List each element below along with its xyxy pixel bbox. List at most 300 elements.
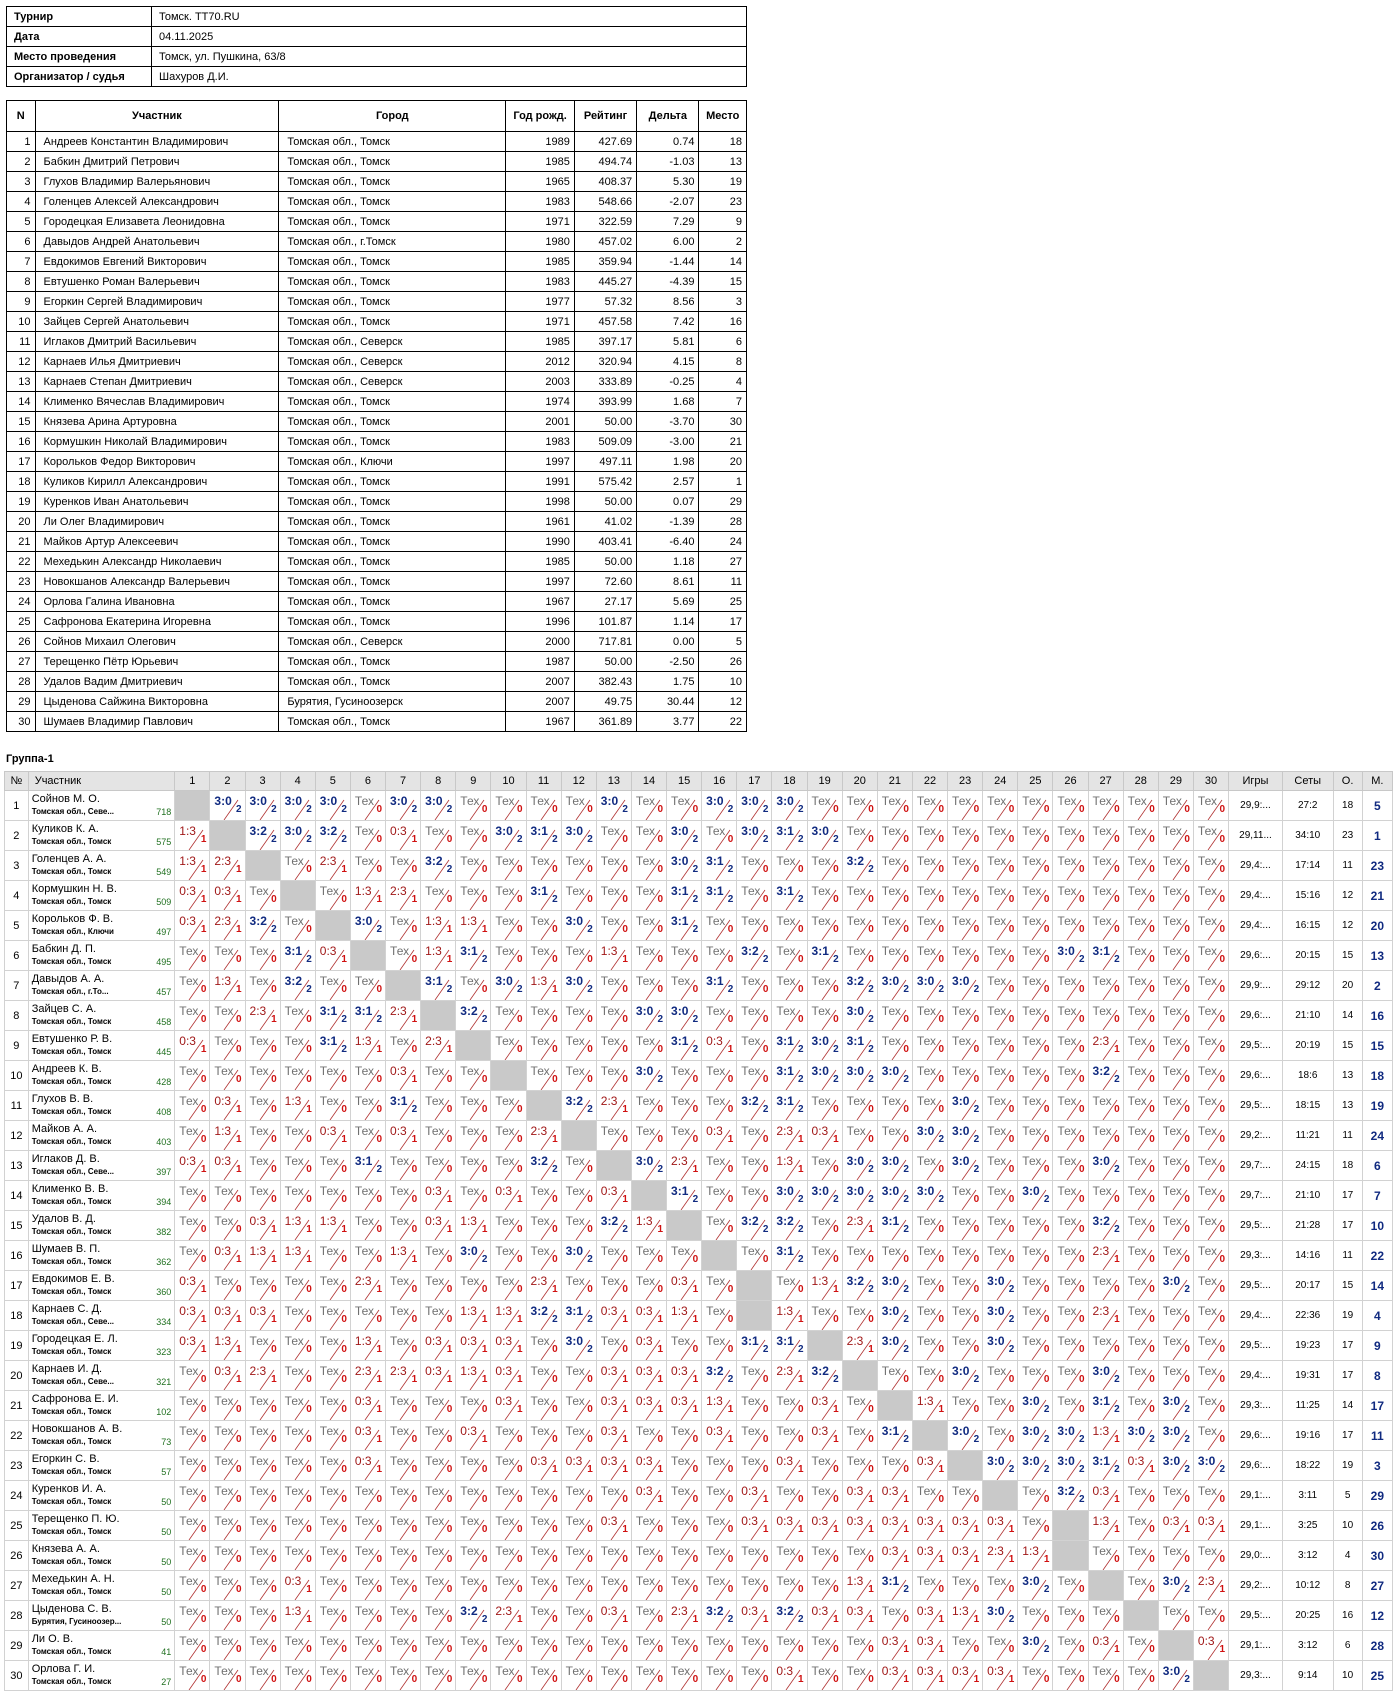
result-points: 0 [1114,894,1120,905]
result-cell [561,971,596,1001]
result-cell [456,1361,491,1391]
result-cell [1053,821,1088,851]
result-score: 0:3 [600,1514,618,1528]
result-points: 2 [1114,1374,1120,1385]
result-points: 0 [552,1194,558,1205]
result-points: 0 [1219,1284,1226,1295]
header-opponent: 25 [1018,772,1053,791]
result-points: 0 [1149,1194,1155,1205]
result-cell [807,1421,842,1451]
result-cell [350,1361,385,1391]
result-score: 1:3 [179,854,196,868]
sets-cell: 10:12 [1282,1571,1333,1601]
result-cell [983,851,1018,881]
participant-rating: 50 [161,1497,172,1507]
result-cell [877,1211,912,1241]
diagonal-cell [1053,1541,1088,1571]
result-points: 0 [200,1494,207,1505]
result-score: 1:3 [460,1304,477,1318]
result-cell [983,1451,1018,1481]
result-cell [386,941,421,971]
result-score: Тех [635,884,655,898]
result-score: 3:2 [811,1364,829,1378]
result-score: Тех [530,1604,550,1618]
result-score: 0:3 [952,1544,969,1558]
place-cell: 24 [1362,1121,1392,1151]
player-cell: 1996 [506,612,575,632]
result-cell [807,1271,842,1301]
result-cell [315,1301,350,1331]
result-points: 2 [446,864,453,875]
result-points: 0 [516,894,523,905]
points-cell: 13 [1333,1091,1362,1121]
header-games: Игры [1229,772,1283,791]
result-score: Тех [1197,1304,1217,1318]
result-cell [596,941,631,971]
result-cell [1053,1601,1088,1631]
result-cell [912,1151,947,1181]
result-points: 0 [341,1584,347,1595]
result-points: 0 [306,1374,312,1385]
sets-cell: 15:16 [1282,881,1333,911]
participant-city: Томская обл., Томск [31,1647,112,1656]
result-score: Тех [1022,1334,1042,1348]
result-points: 1 [516,1344,523,1355]
header-sets: Сеты [1282,772,1333,791]
result-cell [912,1661,947,1691]
result-points: 0 [973,834,980,845]
result-cell [702,881,737,911]
header-opponent: 24 [983,772,1018,791]
result-cell [737,1661,772,1691]
player-cell: Томская обл., Томск [279,272,506,292]
result-cell [842,1031,877,1061]
result-score: Тех [1092,974,1112,988]
result-score: 1:3 [1092,1514,1110,1528]
result-score: Тех [530,854,550,868]
result-points: 0 [973,1494,980,1505]
result-cell [1193,1331,1228,1361]
result-score: Тех [565,1574,585,1588]
result-score: Тех [284,1454,304,1468]
result-score: Тех [425,1424,445,1438]
place-cell: 12 [1362,1601,1392,1631]
result-points: 2 [692,894,699,905]
result-cell [350,911,385,941]
result-score: Тех [811,884,831,898]
result-cell [1123,1481,1158,1511]
result-score: Тех [214,1454,234,1468]
player-cell: Томская обл., Томск [279,392,506,412]
result-cell [350,881,385,911]
tournament-info [6,6,747,87]
result-cell [667,1181,702,1211]
result-points: 2 [411,1104,418,1115]
result-cell [245,1631,280,1661]
points-cell: 14 [1333,1001,1362,1031]
player-cell: 50.00 [574,412,636,432]
result-cell [667,1421,702,1451]
result-points: 0 [1149,1164,1155,1175]
result-points: 0 [1149,924,1155,935]
games-cell: 29,5:... [1229,1211,1283,1241]
participant-rating: 403 [156,1137,172,1147]
result-score: Тех [1057,1004,1077,1018]
result-points: 0 [1008,1134,1015,1145]
result-points: 1 [1008,1554,1015,1565]
result-score: Тех [530,914,550,928]
result-score: Тех [425,1484,445,1498]
result-score: Тех [249,1484,269,1498]
result-cell [245,1001,280,1031]
participant-name: Карнаев С. Д. [31,1303,103,1315]
result-cell [1018,1301,1053,1331]
result-cell [421,1541,456,1571]
result-points: 0 [306,924,312,935]
result-points: 0 [727,1284,734,1295]
result-points: 0 [411,1554,418,1565]
result-points: 2 [1184,1404,1190,1415]
result-cell [737,971,772,1001]
result-cell [1088,821,1123,851]
result-cell [350,1541,385,1571]
result-points: 0 [833,984,839,995]
result-points: 0 [1149,1494,1155,1505]
result-score: Тех [671,1064,691,1078]
result-score: Тех [600,1034,620,1048]
result-cell [737,1481,772,1511]
result-score: Тех [1127,1124,1147,1138]
result-cell [772,821,807,851]
result-cell [1123,1061,1158,1091]
result-score: Тех [706,944,726,958]
result-cell [280,1661,315,1691]
result-cell [315,1271,350,1301]
result-score: Тех [354,854,374,868]
player-cell: 19 [7,492,36,512]
result-cell [421,1211,456,1241]
result-points: 0 [341,1644,347,1655]
result-score: 3:2 [460,1604,478,1618]
result-cell [1123,821,1158,851]
result-points: 0 [1008,1374,1015,1385]
result-points: 2 [868,864,874,875]
result-cell [1053,1061,1088,1091]
result-score: Тех [987,1154,1007,1168]
result-cell [526,1661,561,1691]
result-score: Тех [1057,794,1077,808]
player-row [7,392,747,412]
result-cell [315,1061,350,1091]
result-cell [1158,1451,1193,1481]
result-points: 0 [446,1674,453,1685]
result-points: 0 [587,1224,593,1235]
result-cell [877,1361,912,1391]
result-cell [842,1091,877,1121]
result-score: Тех [460,1574,480,1588]
player-cell: 494.74 [574,152,636,172]
result-cell [702,1541,737,1571]
result-score: Тех [319,1094,339,1108]
result-score: Тех [495,1154,515,1168]
result-points: 0 [868,954,874,965]
result-points: 2 [1114,1464,1120,1475]
result-cell [912,1121,947,1151]
result-score: Тех [530,1184,550,1198]
result-cell [421,1061,456,1091]
result-score: Тех [390,944,410,958]
result-cell [948,1361,983,1391]
result-score: Тех [425,1124,445,1138]
result-score: 0:3 [635,1304,653,1318]
result-points: 2 [868,1044,874,1055]
result-points: 0 [938,924,945,935]
player-cell: Томская обл., Томск [279,592,506,612]
result-points: 0 [341,1614,347,1625]
result-points: 1 [1219,1524,1226,1535]
result-points: 0 [1078,804,1085,815]
result-points: 1 [235,1254,242,1265]
sets-cell: 19:16 [1282,1421,1333,1451]
result-cell [210,1241,245,1271]
result-score: 2:3 [214,914,232,928]
result-cell [667,1391,702,1421]
result-points: 2 [903,1314,909,1325]
participant-name: Ли О. В. [31,1633,74,1645]
result-score: Тех [425,1664,445,1678]
result-score: 3:2 [249,824,267,838]
result-points: 0 [306,1494,312,1505]
result-cell [210,881,245,911]
result-score: 0:3 [495,1364,513,1378]
result-points: 0 [552,1044,558,1055]
player-cell: 4.15 [637,352,699,372]
games-cell: 29,3:... [1229,1391,1283,1421]
place-cell: 26 [1362,1511,1392,1541]
result-cell [1158,1601,1193,1631]
result-points: 1 [341,954,347,965]
result-cell [667,911,702,941]
crosstable-row [5,1271,1393,1301]
result-points: 0 [587,804,593,815]
result-cell [1123,911,1158,941]
result-score: Тех [1057,914,1077,928]
result-cell [772,1601,807,1631]
result-cell [561,1511,596,1541]
result-cell [912,1001,947,1031]
result-cell [456,1181,491,1211]
result-points: 0 [727,1674,734,1685]
result-cell [772,1631,807,1661]
result-score: Тех [249,1094,269,1108]
result-points: 1 [235,1164,242,1175]
participant-city: Томская обл., Томск [31,1047,112,1056]
result-score: Тех [179,1514,199,1528]
result-points: 0 [271,984,277,995]
participant-cell [28,941,175,971]
result-score: Тех [846,1124,866,1138]
result-score: 0:3 [881,1634,899,1648]
result-cell [210,1331,245,1361]
result-score: 3:1 [811,944,829,958]
result-score: Тех [284,1154,304,1168]
result-points: 0 [797,1284,804,1295]
result-score: 0:3 [249,1214,267,1228]
player-cell: 25 [7,612,36,632]
result-cell [737,1241,772,1271]
result-points: 0 [868,834,874,845]
place-cell: 11 [1362,1421,1392,1451]
result-cell [456,1451,491,1481]
result-score: Тех [776,1574,796,1588]
result-points: 0 [1043,1374,1050,1385]
result-points: 2 [622,1224,628,1235]
result-cell [491,881,526,911]
result-cell [842,1121,877,1151]
games-cell: 29,1:... [1229,1631,1283,1661]
result-score: Тех [1197,974,1217,988]
result-score: Тех [1162,1484,1182,1498]
result-cell [772,1421,807,1451]
crosstable-row [5,791,1393,821]
result-cell [1123,941,1158,971]
result-score: Тех [249,1394,269,1408]
result-points: 0 [938,954,945,965]
points-cell: 16 [1333,1601,1362,1631]
result-cell [983,971,1018,1001]
result-cell [912,1361,947,1391]
result-points: 1 [622,1524,628,1535]
result-cell [421,851,456,881]
result-score: Тех [214,1544,234,1558]
header-opponent: 13 [596,772,631,791]
participant-city: Томская обл., Томск [31,1527,112,1536]
result-cell [1053,1451,1088,1481]
result-points: 0 [1184,1194,1190,1205]
result-cell [807,1061,842,1091]
result-score: Тех [530,1064,550,1078]
result-score: Тех [706,1094,726,1108]
participant-cell [28,1151,175,1181]
result-points: 1 [727,1044,734,1055]
result-points: 0 [446,1644,453,1655]
result-score: 2:3 [1092,1304,1110,1318]
result-points: 0 [481,1554,488,1565]
result-points: 1 [762,1494,769,1505]
result-points: 0 [1184,1314,1190,1325]
result-points: 0 [1149,1284,1155,1295]
result-score: Тех [811,974,831,988]
result-points: 0 [903,954,909,965]
result-points: 1 [692,1404,699,1415]
result-points: 0 [271,1644,277,1655]
result-score: Тех [390,1634,410,1648]
result-points: 0 [376,1194,383,1205]
result-points: 0 [622,1344,628,1355]
crosstable-row [5,1631,1393,1661]
result-cell [421,881,456,911]
result-points: 0 [341,894,347,905]
player-cell: Клименко Вячеслав Владимирович [35,392,279,412]
result-score: Тех [284,1424,304,1438]
games-cell: 29,2:... [1229,1121,1283,1151]
result-score: Тех [354,1304,374,1318]
result-score: Тех [952,914,972,928]
result-cell [737,1121,772,1151]
result-cell [561,1331,596,1361]
result-score: Тех [284,1274,304,1288]
player-row [7,252,747,272]
header-opponent: 17 [737,772,772,791]
result-points: 0 [938,1074,945,1085]
result-score: Тех [811,1574,831,1588]
result-points: 2 [938,984,945,995]
result-score: Тех [565,1064,585,1078]
result-cell [877,1481,912,1511]
result-cell [596,791,631,821]
result-cell [877,821,912,851]
result-score: Тех [846,1544,866,1558]
result-score: Тех [179,1094,199,1108]
player-row [7,312,747,332]
result-points: 0 [552,1254,558,1265]
result-score: 3:0 [214,794,232,808]
result-score: Тех [987,1094,1007,1108]
result-score: 3:2 [846,1274,864,1288]
result-cell [491,1421,526,1451]
result-points: 0 [552,1434,558,1445]
result-cell [807,1541,842,1571]
result-points: 1 [1114,1314,1120,1325]
result-score: Тех [495,1664,515,1678]
result-cell [386,1481,421,1511]
place-cell: 28 [1362,1631,1392,1661]
result-points: 0 [376,1674,383,1685]
result-score: 0:3 [425,1364,442,1378]
result-score: Тех [390,1304,410,1318]
result-points: 1 [235,1344,242,1355]
result-cell [948,1181,983,1211]
result-score: Тех [319,1484,339,1498]
result-score: 0:3 [916,1454,934,1468]
result-score: 3:0 [952,1154,970,1168]
participant-cell [28,881,175,911]
result-cell [421,1511,456,1541]
result-cell [772,1661,807,1691]
result-cell [1018,1661,1053,1691]
result-score: Тех [881,854,901,868]
info-value: Шахуров Д.И. [152,67,747,87]
result-points: 0 [516,1134,523,1145]
result-cell [702,941,737,971]
crosstable-row [5,1541,1393,1571]
crosstable-row [5,1061,1393,1091]
result-points: 2 [868,1284,874,1295]
result-cell [456,1091,491,1121]
result-cell [280,1121,315,1151]
player-cell: Томская обл., Томск [279,512,506,532]
result-score: Тех [319,1244,339,1258]
result-score: Тех [565,1604,585,1618]
row-number: 28 [5,1601,29,1631]
result-score: 3:0 [600,794,619,808]
participant-city: Томская обл., г.То... [31,987,109,996]
result-points: 0 [797,1404,804,1415]
result-cell [280,971,315,1001]
result-points: 0 [341,1104,347,1115]
result-cell [596,1391,631,1421]
result-score: Тех [1127,1274,1147,1288]
